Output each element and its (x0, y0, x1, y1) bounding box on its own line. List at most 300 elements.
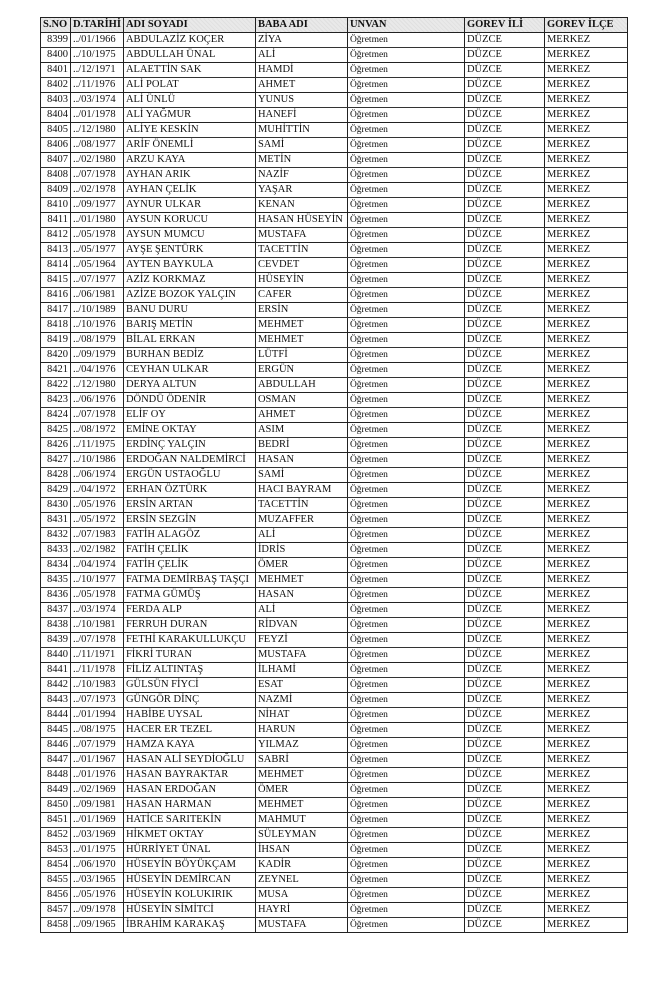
birth-date-cell: ../11/1976 (71, 78, 124, 93)
table-row (41, 408, 628, 423)
duty-province-cell: DÜZCE (464, 483, 544, 498)
father-name-cell: NAZMİ (255, 693, 347, 708)
duty-district-cell: MERKEZ (544, 618, 627, 633)
table-row (41, 858, 628, 873)
duty-province-cell: DÜZCE (464, 618, 544, 633)
duty-district-cell: MERKEZ (544, 663, 627, 678)
duty-district-cell: MERKEZ (544, 918, 627, 933)
sno-cell: 8427 (41, 453, 71, 468)
duty-province-cell: DÜZCE (464, 768, 544, 783)
sno-cell: 8450 (41, 798, 71, 813)
table-row (41, 903, 628, 918)
duty-district-cell: MERKEZ (544, 453, 627, 468)
birth-date-cell: ../05/1977 (71, 243, 124, 258)
duty-province-cell: DÜZCE (464, 753, 544, 768)
full-name-cell: ABDULAZİZ KOÇER (123, 33, 255, 48)
father-name-cell: HAMDİ (255, 63, 347, 78)
duty-province-cell: DÜZCE (464, 363, 544, 378)
father-name-cell: CEVDET (255, 258, 347, 273)
duty-province-cell: DÜZCE (464, 213, 544, 228)
duty-district-cell: MERKEZ (544, 558, 627, 573)
table-row (41, 243, 628, 258)
father-name-cell: OSMAN (255, 393, 347, 408)
father-name-cell: MEHMET (255, 318, 347, 333)
table-body (41, 33, 628, 933)
header-full-name: ADI SOYADI (123, 18, 255, 33)
birth-date-cell: ../09/1978 (71, 903, 124, 918)
duty-district-cell: MERKEZ (544, 438, 627, 453)
father-name-cell: MUSTAFA (255, 918, 347, 933)
full-name-cell: ERDİNÇ YALÇIN (123, 438, 255, 453)
duty-province-cell: DÜZCE (464, 303, 544, 318)
full-name-cell: FİLİZ ALTINTAŞ (123, 663, 255, 678)
header-father-name: BABA ADI (255, 18, 347, 33)
table-row (41, 108, 628, 123)
father-name-cell: HARUN (255, 723, 347, 738)
father-name-cell: AHMET (255, 78, 347, 93)
birth-date-cell: ../06/1976 (71, 393, 124, 408)
duty-province-cell: DÜZCE (464, 228, 544, 243)
full-name-cell: AYHAN ÇELİK (123, 183, 255, 198)
father-name-cell: İHSAN (255, 843, 347, 858)
title-cell: Öğretmen (347, 753, 464, 768)
duty-district-cell: MERKEZ (544, 108, 627, 123)
title-cell: Öğretmen (347, 483, 464, 498)
full-name-cell: HASAN ALİ SEYDİOĞLU (123, 753, 255, 768)
duty-province-cell: DÜZCE (464, 123, 544, 138)
table-row (41, 783, 628, 798)
duty-district-cell: MERKEZ (544, 888, 627, 903)
birth-date-cell: ../05/1976 (71, 498, 124, 513)
duty-province-cell: DÜZCE (464, 108, 544, 123)
father-name-cell: KADİR (255, 858, 347, 873)
sno-cell: 8440 (41, 648, 71, 663)
table-row (41, 753, 628, 768)
birth-date-cell: ../07/1978 (71, 168, 124, 183)
birth-date-cell: ../11/1978 (71, 663, 124, 678)
father-name-cell: FEYZİ (255, 633, 347, 648)
title-cell: Öğretmen (347, 813, 464, 828)
full-name-cell: ELİF OY (123, 408, 255, 423)
title-cell: Öğretmen (347, 603, 464, 618)
duty-district-cell: MERKEZ (544, 858, 627, 873)
duty-province-cell: DÜZCE (464, 528, 544, 543)
table-row (41, 333, 628, 348)
sno-cell: 8453 (41, 843, 71, 858)
title-cell: Öğretmen (347, 798, 464, 813)
duty-district-cell: MERKEZ (544, 333, 627, 348)
duty-district-cell: MERKEZ (544, 738, 627, 753)
duty-district-cell: MERKEZ (544, 123, 627, 138)
birth-date-cell: ../10/1986 (71, 453, 124, 468)
full-name-cell: HÜSEYİN DEMİRCAN (123, 873, 255, 888)
duty-district-cell: MERKEZ (544, 93, 627, 108)
duty-province-cell: DÜZCE (464, 468, 544, 483)
birth-date-cell: ../02/1982 (71, 543, 124, 558)
sno-cell: 8400 (41, 48, 71, 63)
birth-date-cell: ../05/1964 (71, 258, 124, 273)
father-name-cell: SÜLEYMAN (255, 828, 347, 843)
table-row (41, 93, 628, 108)
title-cell: Öğretmen (347, 423, 464, 438)
duty-province-cell: DÜZCE (464, 348, 544, 363)
table-row (41, 813, 628, 828)
title-cell: Öğretmen (347, 168, 464, 183)
sno-cell: 8403 (41, 93, 71, 108)
table-row (41, 288, 628, 303)
father-name-cell: ALİ (255, 528, 347, 543)
birth-date-cell: ../04/1976 (71, 363, 124, 378)
full-name-cell: BURHAN BEDİZ (123, 348, 255, 363)
father-name-cell: MEHMET (255, 798, 347, 813)
duty-province-cell: DÜZCE (464, 828, 544, 843)
full-name-cell: AZİZE BOZOK YALÇIN (123, 288, 255, 303)
duty-province-cell: DÜZCE (464, 63, 544, 78)
duty-district-cell: MERKEZ (544, 138, 627, 153)
title-cell: Öğretmen (347, 183, 464, 198)
duty-province-cell: DÜZCE (464, 873, 544, 888)
duty-province-cell: DÜZCE (464, 558, 544, 573)
sno-cell: 8455 (41, 873, 71, 888)
title-cell: Öğretmen (347, 228, 464, 243)
full-name-cell: HAMZA KAYA (123, 738, 255, 753)
sno-cell: 8420 (41, 348, 71, 363)
title-cell: Öğretmen (347, 153, 464, 168)
duty-district-cell: MERKEZ (544, 678, 627, 693)
duty-district-cell: MERKEZ (544, 903, 627, 918)
birth-date-cell: ../09/1981 (71, 798, 124, 813)
full-name-cell: EMİNE OKTAY (123, 423, 255, 438)
father-name-cell: ZİYA (255, 33, 347, 48)
title-cell: Öğretmen (347, 318, 464, 333)
duty-district-cell: MERKEZ (544, 363, 627, 378)
table-row (41, 588, 628, 603)
duty-district-cell: MERKEZ (544, 303, 627, 318)
father-name-cell: HACI BAYRAM (255, 483, 347, 498)
duty-province-cell: DÜZCE (464, 918, 544, 933)
duty-province-cell: DÜZCE (464, 318, 544, 333)
father-name-cell: ZEYNEL (255, 873, 347, 888)
full-name-cell: GÜLSÜN FİYCİ (123, 678, 255, 693)
duty-province-cell: DÜZCE (464, 588, 544, 603)
title-cell: Öğretmen (347, 408, 464, 423)
full-name-cell: HATİCE SARITEKİN (123, 813, 255, 828)
birth-date-cell: ../01/1978 (71, 108, 124, 123)
full-name-cell: FATİH ÇELİK (123, 558, 255, 573)
duty-district-cell: MERKEZ (544, 528, 627, 543)
full-name-cell: FATMA DEMİRBAŞ TAŞÇI (123, 573, 255, 588)
duty-province-cell: DÜZCE (464, 273, 544, 288)
birth-date-cell: ../01/1976 (71, 768, 124, 783)
father-name-cell: KENAN (255, 198, 347, 213)
duty-district-cell: MERKEZ (544, 753, 627, 768)
sno-cell: 8446 (41, 738, 71, 753)
sno-cell: 8428 (41, 468, 71, 483)
birth-date-cell: ../08/1972 (71, 423, 124, 438)
sno-cell: 8405 (41, 123, 71, 138)
sno-cell: 8417 (41, 303, 71, 318)
table-row (41, 63, 628, 78)
full-name-cell: AYSUN KORUCU (123, 213, 255, 228)
sno-cell: 8412 (41, 228, 71, 243)
birth-date-cell: ../01/1994 (71, 708, 124, 723)
title-cell: Öğretmen (347, 243, 464, 258)
birth-date-cell: ../06/1981 (71, 288, 124, 303)
header-sno: S.NO (41, 18, 71, 33)
sno-cell: 8426 (41, 438, 71, 453)
duty-district-cell: MERKEZ (544, 318, 627, 333)
header-title: UNVAN (347, 18, 464, 33)
birth-date-cell: ../07/1983 (71, 528, 124, 543)
father-name-cell: İLHAMİ (255, 663, 347, 678)
duty-province-cell: DÜZCE (464, 423, 544, 438)
duty-province-cell: DÜZCE (464, 453, 544, 468)
duty-district-cell: MERKEZ (544, 78, 627, 93)
birth-date-cell: ../10/1975 (71, 48, 124, 63)
duty-province-cell: DÜZCE (464, 153, 544, 168)
father-name-cell: NİHAT (255, 708, 347, 723)
title-cell: Öğretmen (347, 498, 464, 513)
duty-district-cell: MERKEZ (544, 183, 627, 198)
title-cell: Öğretmen (347, 303, 464, 318)
sno-cell: 8411 (41, 213, 71, 228)
table-row (41, 393, 628, 408)
birth-date-cell: ../01/1966 (71, 33, 124, 48)
sno-cell: 8422 (41, 378, 71, 393)
birth-date-cell: ../10/1976 (71, 318, 124, 333)
table-row (41, 48, 628, 63)
birth-date-cell: ../03/1969 (71, 828, 124, 843)
title-cell: Öğretmen (347, 708, 464, 723)
sno-cell: 8447 (41, 753, 71, 768)
duty-province-cell: DÜZCE (464, 693, 544, 708)
full-name-cell: İBRAHİM KARAKAŞ (123, 918, 255, 933)
table-row (41, 168, 628, 183)
title-cell: Öğretmen (347, 918, 464, 933)
father-name-cell: MEHMET (255, 768, 347, 783)
father-name-cell: NAZİF (255, 168, 347, 183)
sno-cell: 8444 (41, 708, 71, 723)
sno-cell: 8423 (41, 393, 71, 408)
duty-province-cell: DÜZCE (464, 843, 544, 858)
sno-cell: 8408 (41, 168, 71, 183)
duty-province-cell: DÜZCE (464, 603, 544, 618)
duty-district-cell: MERKEZ (544, 498, 627, 513)
birth-date-cell: ../10/1981 (71, 618, 124, 633)
birth-date-cell: ../07/1977 (71, 273, 124, 288)
father-name-cell: ALİ (255, 48, 347, 63)
table-row (41, 183, 628, 198)
birth-date-cell: ../12/1980 (71, 378, 124, 393)
title-cell: Öğretmen (347, 513, 464, 528)
sno-cell: 8418 (41, 318, 71, 333)
sno-cell: 8437 (41, 603, 71, 618)
duty-district-cell: MERKEZ (544, 348, 627, 363)
full-name-cell: DERYA ALTUN (123, 378, 255, 393)
full-name-cell: CEYHAN ULKAR (123, 363, 255, 378)
father-name-cell: YUNUS (255, 93, 347, 108)
title-cell: Öğretmen (347, 573, 464, 588)
duty-district-cell: MERKEZ (544, 828, 627, 843)
birth-date-cell: ../05/1976 (71, 888, 124, 903)
full-name-cell: ERDOĞAN NALDEMİRCİ (123, 453, 255, 468)
duty-district-cell: MERKEZ (544, 48, 627, 63)
title-cell: Öğretmen (347, 63, 464, 78)
duty-district-cell: MERKEZ (544, 168, 627, 183)
birth-date-cell: ../06/1970 (71, 858, 124, 873)
sno-cell: 8421 (41, 363, 71, 378)
birth-date-cell: ../01/1975 (71, 843, 124, 858)
father-name-cell: HASAN (255, 453, 347, 468)
title-cell: Öğretmen (347, 633, 464, 648)
title-cell: Öğretmen (347, 108, 464, 123)
table-row (41, 438, 628, 453)
birth-date-cell: ../12/1971 (71, 63, 124, 78)
title-cell: Öğretmen (347, 723, 464, 738)
sno-cell: 8433 (41, 543, 71, 558)
duty-district-cell: MERKEZ (544, 243, 627, 258)
birth-date-cell: ../10/1989 (71, 303, 124, 318)
birth-date-cell: ../05/1972 (71, 513, 124, 528)
personnel-table (40, 17, 628, 933)
father-name-cell: SAMİ (255, 468, 347, 483)
title-cell: Öğretmen (347, 333, 464, 348)
title-cell: Öğretmen (347, 348, 464, 363)
table-row (41, 708, 628, 723)
duty-province-cell: DÜZCE (464, 543, 544, 558)
title-cell: Öğretmen (347, 393, 464, 408)
father-name-cell: ALİ (255, 603, 347, 618)
birth-date-cell: ../09/1979 (71, 348, 124, 363)
duty-province-cell: DÜZCE (464, 888, 544, 903)
sno-cell: 8402 (41, 78, 71, 93)
title-cell: Öğretmen (347, 48, 464, 63)
duty-district-cell: MERKEZ (544, 648, 627, 663)
sno-cell: 8456 (41, 888, 71, 903)
table-header-row (41, 18, 628, 33)
father-name-cell: HASAN HÜSEYİN (255, 213, 347, 228)
father-name-cell: HASAN (255, 588, 347, 603)
full-name-cell: HASAN ERDOĞAN (123, 783, 255, 798)
duty-district-cell: MERKEZ (544, 723, 627, 738)
birth-date-cell: ../03/1965 (71, 873, 124, 888)
birth-date-cell: ../03/1974 (71, 603, 124, 618)
table-row (41, 918, 628, 933)
table-row (41, 78, 628, 93)
father-name-cell: ASIM (255, 423, 347, 438)
sno-cell: 8410 (41, 198, 71, 213)
sno-cell: 8434 (41, 558, 71, 573)
duty-province-cell: DÜZCE (464, 333, 544, 348)
full-name-cell: AYSUN MUMCU (123, 228, 255, 243)
full-name-cell: ARZU KAYA (123, 153, 255, 168)
title-cell: Öğretmen (347, 33, 464, 48)
duty-province-cell: DÜZCE (464, 798, 544, 813)
table-row (41, 273, 628, 288)
title-cell: Öğretmen (347, 828, 464, 843)
birth-date-cell: ../11/1975 (71, 438, 124, 453)
full-name-cell: FİKRİ TURAN (123, 648, 255, 663)
duty-district-cell: MERKEZ (544, 873, 627, 888)
duty-district-cell: MERKEZ (544, 693, 627, 708)
title-cell: Öğretmen (347, 663, 464, 678)
father-name-cell: SAMİ (255, 138, 347, 153)
title-cell: Öğretmen (347, 123, 464, 138)
title-cell: Öğretmen (347, 453, 464, 468)
sno-cell: 8401 (41, 63, 71, 78)
table-row (41, 468, 628, 483)
father-name-cell: YILMAZ (255, 738, 347, 753)
duty-province-cell: DÜZCE (464, 723, 544, 738)
birth-date-cell: ../08/1975 (71, 723, 124, 738)
duty-province-cell: DÜZCE (464, 663, 544, 678)
sno-cell: 8429 (41, 483, 71, 498)
duty-district-cell: MERKEZ (544, 378, 627, 393)
table-row (41, 483, 628, 498)
table-row (41, 738, 628, 753)
full-name-cell: BARIŞ METİN (123, 318, 255, 333)
duty-province-cell: DÜZCE (464, 378, 544, 393)
duty-province-cell: DÜZCE (464, 513, 544, 528)
birth-date-cell: ../07/1978 (71, 633, 124, 648)
birth-date-cell: ../02/1969 (71, 783, 124, 798)
title-cell: Öğretmen (347, 738, 464, 753)
title-cell: Öğretmen (347, 783, 464, 798)
full-name-cell: ERSİN ARTAN (123, 498, 255, 513)
duty-district-cell: MERKEZ (544, 213, 627, 228)
duty-province-cell: DÜZCE (464, 138, 544, 153)
duty-district-cell: MERKEZ (544, 393, 627, 408)
sno-cell: 8435 (41, 573, 71, 588)
birth-date-cell: ../05/1978 (71, 228, 124, 243)
duty-district-cell: MERKEZ (544, 273, 627, 288)
full-name-cell: DÖNDÜ ÖDENİR (123, 393, 255, 408)
duty-district-cell: MERKEZ (544, 768, 627, 783)
birth-date-cell: ../04/1972 (71, 483, 124, 498)
sno-cell: 8424 (41, 408, 71, 423)
table-row (41, 138, 628, 153)
duty-province-cell: DÜZCE (464, 198, 544, 213)
full-name-cell: GÜNGÖR DİNÇ (123, 693, 255, 708)
father-name-cell: ERGÜN (255, 363, 347, 378)
title-cell: Öğretmen (347, 903, 464, 918)
duty-district-cell: MERKEZ (544, 633, 627, 648)
birth-date-cell: ../06/1974 (71, 468, 124, 483)
sno-cell: 8409 (41, 183, 71, 198)
birth-date-cell: ../05/1978 (71, 588, 124, 603)
sno-cell: 8441 (41, 663, 71, 678)
duty-province-cell: DÜZCE (464, 573, 544, 588)
header-birth-date: D.TARİHİ (71, 18, 124, 33)
birth-date-cell: ../11/1971 (71, 648, 124, 663)
table-row (41, 498, 628, 513)
table-row (41, 723, 628, 738)
sno-cell: 8445 (41, 723, 71, 738)
father-name-cell: BEDRİ (255, 438, 347, 453)
table-row (41, 258, 628, 273)
duty-district-cell: MERKEZ (544, 153, 627, 168)
full-name-cell: ERHAN ÖZTÜRK (123, 483, 255, 498)
father-name-cell: METİN (255, 153, 347, 168)
birth-date-cell: ../01/1967 (71, 753, 124, 768)
sno-cell: 8454 (41, 858, 71, 873)
full-name-cell: FERDA ALP (123, 603, 255, 618)
duty-province-cell: DÜZCE (464, 243, 544, 258)
table-row (41, 348, 628, 363)
full-name-cell: FATİH ÇELİK (123, 543, 255, 558)
title-cell: Öğretmen (347, 213, 464, 228)
father-name-cell: MUSTAFA (255, 648, 347, 663)
